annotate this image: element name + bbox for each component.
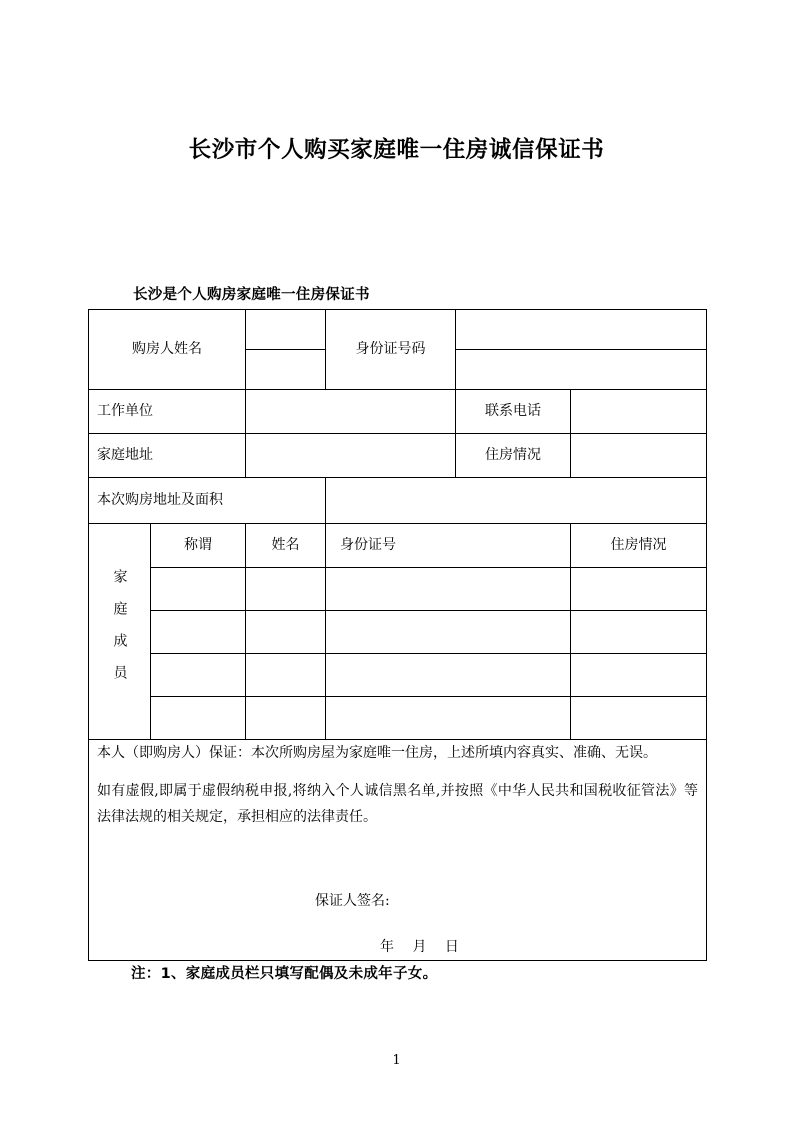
table-row-home-address bbox=[89, 434, 707, 478]
guarantor-signature-label[interactable]: 保证人签名: bbox=[315, 893, 390, 909]
family-housing-value[interactable] bbox=[571, 654, 707, 697]
family-header-name: 姓名 bbox=[246, 524, 326, 568]
housing-status-label: 住房情况 bbox=[456, 434, 571, 478]
table-row-work-unit bbox=[89, 390, 707, 434]
home-address-value[interactable] bbox=[246, 434, 456, 478]
family-relation-value[interactable] bbox=[151, 568, 246, 611]
family-header-id-number: 身份证号 bbox=[326, 524, 571, 568]
buyer-id-label: 身份证号码 bbox=[326, 310, 456, 390]
family-id-value[interactable] bbox=[326, 654, 571, 697]
family-header-relation: 称谓 bbox=[151, 524, 246, 568]
declaration-paragraph-2: 如有虚假,即属于虚假纳税申报,将纳入个人诚信黑名单,并按照《中华人民共和国税收征管法》等法律法规的相关规定，承担相应的法律责任。 bbox=[97, 783, 698, 825]
family-id-value[interactable] bbox=[326, 697, 571, 740]
buyer-name-label: 购房人姓名 bbox=[89, 310, 246, 390]
family-header-housing: 住房情况 bbox=[571, 524, 707, 568]
work-unit-value[interactable] bbox=[246, 390, 456, 434]
work-unit-label: 工作单位 bbox=[89, 390, 246, 434]
table-row-purchase-address bbox=[89, 478, 707, 524]
family-housing-value[interactable] bbox=[571, 697, 707, 740]
family-relation-value[interactable] bbox=[151, 654, 246, 697]
declaration-form-table bbox=[88, 309, 707, 961]
family-members-side-label-text: 家庭成员 bbox=[111, 568, 128, 697]
contact-phone-value[interactable] bbox=[571, 390, 707, 434]
buyer-name-value-upper[interactable] bbox=[246, 310, 326, 350]
family-housing-value[interactable] bbox=[571, 611, 707, 654]
housing-status-value[interactable] bbox=[571, 434, 707, 478]
contact-phone-label: 联系电话 bbox=[456, 390, 571, 434]
family-name-value[interactable] bbox=[246, 654, 326, 697]
signature-date-label[interactable]: 年 月 日 bbox=[380, 939, 466, 955]
home-address-label: 家庭地址 bbox=[89, 434, 246, 478]
form-footnote: 注：1、家庭成员栏只填写配偶及未成年子女。 bbox=[131, 966, 438, 982]
table-row-family-member bbox=[89, 697, 707, 740]
family-name-value[interactable] bbox=[246, 611, 326, 654]
table-row-family-header bbox=[89, 524, 707, 568]
family-members-side-label bbox=[89, 524, 151, 740]
family-id-value[interactable] bbox=[326, 611, 571, 654]
family-name-value[interactable] bbox=[246, 697, 326, 740]
buyer-name-value-lower[interactable] bbox=[246, 350, 326, 390]
table-row-family-member bbox=[89, 654, 707, 697]
page-number: 1 bbox=[392, 1053, 401, 1068]
purchase-address-value[interactable] bbox=[326, 478, 707, 524]
declaration-block bbox=[89, 740, 707, 961]
form-subtitle: 长沙是个人购房家庭唯一住房保证书 bbox=[133, 287, 370, 303]
buyer-id-value-upper[interactable] bbox=[456, 310, 707, 350]
family-id-value[interactable] bbox=[326, 568, 571, 611]
family-relation-value[interactable] bbox=[151, 611, 246, 654]
family-housing-value[interactable] bbox=[571, 568, 707, 611]
table-row-family-member bbox=[89, 611, 707, 654]
table-row-declaration bbox=[89, 740, 707, 961]
table-row-family-member bbox=[89, 568, 707, 611]
family-relation-value[interactable] bbox=[151, 697, 246, 740]
purchase-address-label: 本次购房地址及面积 bbox=[89, 478, 326, 524]
family-name-value[interactable] bbox=[246, 568, 326, 611]
table-row-buyer-name bbox=[89, 310, 707, 350]
buyer-id-value-lower[interactable] bbox=[456, 350, 707, 390]
page-title: 长沙市个人购买家庭唯一住房诚信保证书 bbox=[188, 137, 605, 163]
declaration-paragraph-1: 本人（即购房人）保证：本次所购房屋为家庭唯一住房，上述所填内容真实、准确、无误。 bbox=[97, 745, 657, 761]
